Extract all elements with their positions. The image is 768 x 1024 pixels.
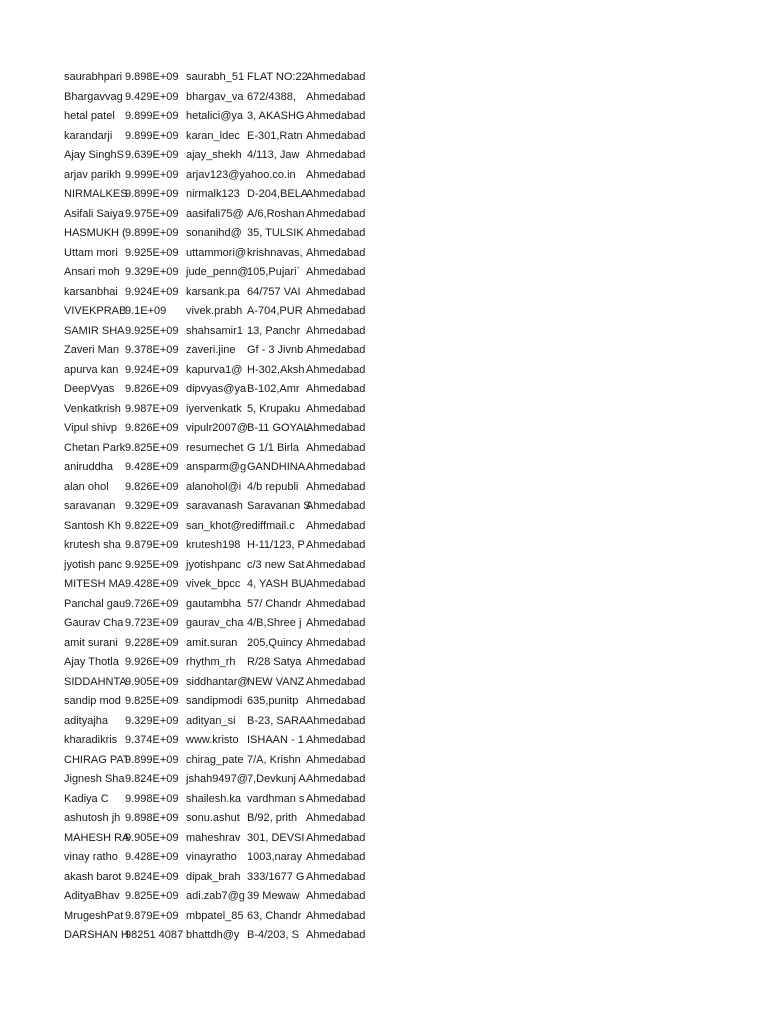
cell-phone: 9.825E+09 <box>125 890 179 902</box>
cell-phone: 9.429E+09 <box>125 90 179 103</box>
table-row <box>64 595 374 615</box>
cell-phone: 9.378E+09 <box>125 344 179 356</box>
cell-phone: 9.999E+09 <box>125 168 179 181</box>
table-row <box>64 244 374 264</box>
cell-phone: 9.925E+09 <box>125 558 179 571</box>
cell-phone: 9.825E+09 <box>125 441 179 454</box>
cell-addr: B-23, SARA <box>247 714 307 727</box>
cell-city: Ahmedabad <box>306 246 366 259</box>
cell-phone: 9.428E+09 <box>125 578 179 590</box>
cell-name: Ajay SinghS <box>64 149 124 161</box>
table-row <box>64 146 374 166</box>
cell-phone: 9.329E+09 <box>125 500 179 512</box>
cell-city: Ahmedabad <box>306 383 366 395</box>
cell-phone: 9.824E+09 <box>125 870 179 883</box>
cell-addr: 3, AKASHG <box>247 110 305 122</box>
cell-email: maheshrav <box>186 831 241 844</box>
cell-addr: 105,Pujari` <box>247 266 301 278</box>
spreadsheet-table <box>64 68 374 946</box>
cell-name: krutesh sha <box>64 539 121 551</box>
cell-city: Ahmedabad <box>306 90 366 103</box>
cell-city: Ahmedabad <box>306 441 366 454</box>
cell-addr: ISHAAN - 1 <box>247 734 304 746</box>
cell-city: Ahmedabad <box>306 227 366 239</box>
cell-phone: 98251 4087 <box>125 929 184 941</box>
cell-phone: 9.987E+09 <box>125 402 179 415</box>
cell-city: Ahmedabad <box>306 714 366 727</box>
table-row <box>64 575 374 595</box>
cell-addr: 35, TULSIK <box>247 227 304 239</box>
cell-email: ajay_shekh <box>186 149 242 161</box>
cell-phone: 9.898E+09 <box>125 71 179 83</box>
cell-addr: FLAT NO:22 <box>247 71 308 83</box>
cell-name: saravanan <box>64 500 116 512</box>
cell-name: akash barot <box>64 870 122 883</box>
cell-phone: 9.825E+09 <box>125 695 179 707</box>
cell-addr: GANDHINA <box>247 461 306 473</box>
cell-phone: 9.924E+09 <box>125 285 179 298</box>
cell-name: Bhargavvag <box>64 90 123 103</box>
cell-name: Panchal gau <box>64 597 126 610</box>
cell-city: Ahmedabad <box>306 168 366 181</box>
cell-addr: A/6,Roshan <box>247 207 305 220</box>
table-row <box>64 400 374 420</box>
cell-email: rhythm_rh <box>186 656 236 668</box>
cell-city: Ahmedabad <box>306 617 366 629</box>
cell-email: ansparm@g <box>186 461 247 473</box>
cell-phone: 9.726E+09 <box>125 597 179 610</box>
cell-email: shahsamir1 <box>186 324 243 337</box>
cell-name: karsanbhai <box>64 285 118 298</box>
cell-phone: 9.924E+09 <box>125 363 179 376</box>
cell-addr: 57/ Chandr <box>247 597 302 610</box>
cell-city: Ahmedabad <box>306 695 366 707</box>
cell-city: Ahmedabad <box>306 480 366 493</box>
cell-name: MITESH MA <box>64 578 126 590</box>
table-row <box>64 634 374 654</box>
cell-email: gaurav_cha <box>186 617 244 629</box>
cell-city: Ahmedabad <box>306 909 366 922</box>
table-row <box>64 751 374 771</box>
cell-addr: 1003,naray <box>247 851 303 863</box>
table-row <box>64 790 374 810</box>
cell-city: Ahmedabad <box>306 422 366 434</box>
cell-addr: 7/A, Krishn <box>247 753 301 766</box>
cell-name: Kadiya C <box>64 792 109 805</box>
cell-email: iyervenkatk <box>186 402 242 415</box>
cell-email: zaveri.jine <box>186 344 236 356</box>
table-row <box>64 497 374 517</box>
cell-addr: B-102,Amr <box>247 383 300 395</box>
cell-phone: 9.826E+09 <box>125 383 179 395</box>
cell-email: www.kristo <box>186 734 239 746</box>
cell-city: Ahmedabad <box>306 344 366 356</box>
cell-city: Ahmedabad <box>306 636 366 649</box>
cell-city: Ahmedabad <box>306 812 366 824</box>
table-row <box>64 283 374 303</box>
table-row <box>64 712 374 732</box>
cell-phone: 9.329E+09 <box>125 714 179 727</box>
cell-name: Ansari moh <box>64 266 120 278</box>
cell-email: dipak_brah <box>186 870 241 883</box>
table-row <box>64 868 374 888</box>
cell-city: Ahmedabad <box>306 110 366 122</box>
table-row <box>64 653 374 673</box>
cell-city: Ahmedabad <box>306 890 366 902</box>
cell-city: Ahmedabad <box>306 285 366 298</box>
cell-addr: 333/1677 G <box>247 870 305 883</box>
cell-email: bhattdh@y <box>186 929 240 941</box>
table-row <box>64 302 374 322</box>
table-row <box>64 517 374 537</box>
cell-phone: 9.899E+09 <box>125 129 179 142</box>
cell-name: Santosh Kh <box>64 519 121 532</box>
cell-city: Ahmedabad <box>306 129 366 142</box>
cell-phone: 9.998E+09 <box>125 792 179 805</box>
cell-phone: 9.899E+09 <box>125 753 179 766</box>
cell-city: Ahmedabad <box>306 831 366 844</box>
cell-email: aasifali75@ <box>186 207 244 220</box>
cell-phone: 9.879E+09 <box>125 539 179 551</box>
cell-name: CHIRAG PAT <box>64 753 130 766</box>
cell-email: uttammori@ <box>186 246 247 259</box>
cell-name: VIVEKPRAB <box>64 305 127 317</box>
cell-addr: E-301,Ratn <box>247 129 303 142</box>
table-row <box>64 88 374 108</box>
cell-phone: 9.428E+09 <box>125 851 179 863</box>
cell-email: adi.zab7@g <box>186 890 245 902</box>
cell-email: hetalici@ya <box>186 110 244 122</box>
cell-name: MrugeshPat <box>64 909 124 922</box>
table-row <box>64 458 374 478</box>
cell-name: Gaurav Cha <box>64 617 124 629</box>
cell-email: krutesh198 <box>186 539 241 551</box>
cell-addr: 7,Devkunj A <box>247 773 306 785</box>
cell-phone: 9.879E+09 <box>125 909 179 922</box>
table-row <box>64 536 374 556</box>
cell-phone: 9.329E+09 <box>125 266 179 278</box>
cell-email: karan_ldec <box>186 129 240 142</box>
cell-addr: vardhman s <box>247 792 305 805</box>
cell-email: vivek_bpcc <box>186 578 241 590</box>
table-row <box>64 205 374 225</box>
cell-addr: 635,punitp <box>247 695 299 707</box>
cell-city: Ahmedabad <box>306 675 366 688</box>
cell-addr: 4/b republi <box>247 480 299 493</box>
cell-city: Ahmedabad <box>306 461 366 473</box>
cell-email: san_khot@rediffmail.c <box>186 519 295 532</box>
table-row <box>64 127 374 147</box>
cell-city: Ahmedabad <box>306 519 366 532</box>
cell-addr: 4/113, Jaw <box>247 149 300 161</box>
cell-name: hetal patel <box>64 110 115 122</box>
cell-phone: 9.905E+09 <box>125 831 179 844</box>
cell-name: Asifali Saiya <box>64 207 124 220</box>
cell-phone: 9.925E+09 <box>125 324 179 337</box>
table-row <box>64 829 374 849</box>
cell-city: Ahmedabad <box>306 305 366 317</box>
cell-name: Uttam mori <box>64 246 118 259</box>
table-row <box>64 673 374 693</box>
cell-addr: NEW VANZ <box>247 675 305 688</box>
cell-city: Ahmedabad <box>306 188 366 200</box>
cell-email: gautambha <box>186 597 242 610</box>
cell-email: siddhantar@ <box>186 675 249 688</box>
cell-phone: 9.898E+09 <box>125 812 179 824</box>
cell-addr: 39 Mewaw <box>247 890 300 902</box>
cell-email: jshah9497@ <box>186 773 248 785</box>
cell-city: Ahmedabad <box>306 558 366 571</box>
table-row <box>64 419 374 439</box>
cell-addr: 64/757 VAI <box>247 285 301 298</box>
cell-phone: 9.899E+09 <box>125 227 179 239</box>
cell-name: karandarji <box>64 129 113 142</box>
cell-email: vinayratho <box>186 851 237 863</box>
cell-addr: 4/B,Shree j <box>247 617 302 629</box>
cell-email: jyotishpanc <box>186 558 242 571</box>
cell-name: Jignesh Sha <box>64 773 125 785</box>
cell-addr: H-11/123, P <box>247 539 305 551</box>
cell-phone: 9.899E+09 <box>125 188 179 200</box>
cell-city: Ahmedabad <box>306 207 366 220</box>
cell-name: sandip mod <box>64 695 121 707</box>
cell-phone: 9.905E+09 <box>125 675 179 688</box>
cell-addr: Saravanan S <box>247 500 311 512</box>
cell-phone: 9.639E+09 <box>125 149 179 161</box>
cell-addr: c/3 new Sat <box>247 558 305 571</box>
table-row <box>64 770 374 790</box>
cell-phone: 9.826E+09 <box>125 480 179 493</box>
table-row <box>64 322 374 342</box>
cell-name: AdityaBhav <box>64 890 120 902</box>
cell-phone: 9.1E+09 <box>125 305 167 317</box>
table-row <box>64 107 374 127</box>
cell-name: Vipul shivp <box>64 422 117 434</box>
table-row <box>64 224 374 244</box>
cell-email: vipulr2007@ <box>186 422 248 434</box>
cell-email: bhargav_va <box>186 90 244 103</box>
cell-email: saurabh_51 <box>186 71 245 83</box>
table-row <box>64 439 374 459</box>
cell-phone: 9.228E+09 <box>125 636 179 649</box>
cell-city: Ahmedabad <box>306 324 366 337</box>
cell-email: nirmalk123 <box>186 188 240 200</box>
cell-name: MAHESH RA <box>64 831 130 844</box>
cell-name: amit surani <box>64 636 118 649</box>
cell-addr: B-4/203, S <box>247 929 299 941</box>
cell-city: Ahmedabad <box>306 578 366 590</box>
cell-phone: 9.975E+09 <box>125 207 179 220</box>
cell-name: apurva kan <box>64 363 119 376</box>
cell-city: Ahmedabad <box>306 656 366 668</box>
cell-email: sandipmodi <box>186 695 243 707</box>
cell-name: Chetan Park <box>64 441 126 454</box>
cell-phone: 9.723E+09 <box>125 617 179 629</box>
table-row <box>64 907 374 927</box>
cell-city: Ahmedabad <box>306 734 366 746</box>
cell-city: Ahmedabad <box>306 773 366 785</box>
cell-addr: 672/4388, <box>247 90 296 103</box>
cell-city: Ahmedabad <box>306 753 366 766</box>
cell-email: chirag_pate <box>186 753 244 766</box>
cell-city: Ahmedabad <box>306 539 366 551</box>
table-row <box>64 848 374 868</box>
table-row <box>64 361 374 381</box>
table-row <box>64 380 374 400</box>
cell-city: Ahmedabad <box>306 402 366 415</box>
cell-addr: Gf - 3 Jivnb <box>247 344 304 356</box>
table-row <box>64 809 374 829</box>
cell-email: saravanash <box>186 500 243 512</box>
cell-name: NIRMALKES <box>64 188 128 200</box>
cell-name: aniruddha <box>64 461 113 473</box>
cell-addr: B-11 GOYAL <box>247 422 310 434</box>
cell-name: jyotish panc <box>64 558 123 571</box>
cell-city: Ahmedabad <box>306 500 366 512</box>
cell-addr: 301, DEVSI <box>247 831 305 844</box>
cell-addr: 205,Quincy <box>247 636 303 649</box>
table-row <box>64 478 374 498</box>
cell-city: Ahmedabad <box>306 851 366 863</box>
cell-phone: 9.824E+09 <box>125 773 179 785</box>
table-row <box>64 68 374 88</box>
cell-name: Venkatkrish <box>64 402 121 415</box>
cell-name: SIDDAHNTA <box>64 675 127 688</box>
cell-name: arjav parikh <box>64 168 121 181</box>
cell-name: vinay ratho <box>64 851 118 863</box>
cell-addr: R/28 Satya <box>247 656 302 668</box>
cell-phone: 9.822E+09 <box>125 519 179 532</box>
cell-email: dipvyas@ya <box>186 383 247 395</box>
table-row <box>64 556 374 576</box>
cell-addr: 4, YASH BU <box>247 578 307 590</box>
table-row <box>64 887 374 907</box>
cell-name: HASMUKH ( <box>64 227 126 239</box>
cell-addr: 5, Krupaku <box>247 402 301 415</box>
cell-email: adityan_si <box>186 714 236 727</box>
cell-email: vivek.prabh <box>186 305 243 317</box>
cell-phone: 9.926E+09 <box>125 656 179 668</box>
cell-city: Ahmedabad <box>306 597 366 610</box>
table-row <box>64 692 374 712</box>
cell-phone: 9.826E+09 <box>125 422 179 434</box>
cell-name: DeepVyas <box>64 383 115 395</box>
cell-name: SAMIR SHA <box>64 324 125 337</box>
cell-email: amit.suran <box>186 636 238 649</box>
cell-city: Ahmedabad <box>306 149 366 161</box>
cell-city: Ahmedabad <box>306 792 366 805</box>
cell-name: alan ohol <box>64 480 109 493</box>
cell-city: Ahmedabad <box>306 870 366 883</box>
cell-city: Ahmedabad <box>306 266 366 278</box>
cell-name: kharadikris <box>64 734 118 746</box>
cell-email: resumechet <box>186 441 244 454</box>
cell-city: Ahmedabad <box>306 929 366 941</box>
cell-email: sonanihd@ <box>186 227 242 239</box>
cell-email: mbpatel_85 <box>186 909 244 922</box>
cell-addr: 13, Panchr <box>247 324 301 337</box>
cell-addr: B/92, prith <box>247 812 298 824</box>
cell-city: Ahmedabad <box>306 363 366 376</box>
cell-name: saurabhpari <box>64 71 123 83</box>
table-row <box>64 614 374 634</box>
cell-addr: H-302,Aksh <box>247 363 305 376</box>
cell-email: jude_penn@ <box>186 266 249 278</box>
cell-email: arjav123@yahoo.co.in <box>186 168 296 181</box>
table-row <box>64 731 374 751</box>
cell-email: sonu.ashut <box>186 812 240 824</box>
cell-email: kapurva1@ <box>186 363 243 376</box>
cell-phone: 9.428E+09 <box>125 461 179 473</box>
cell-name: adityajha <box>64 714 109 727</box>
cell-name: Ajay Thotla <box>64 656 119 668</box>
cell-name: ashutosh jh <box>64 812 121 824</box>
cell-phone: 9.374E+09 <box>125 734 179 746</box>
cell-phone: 9.899E+09 <box>125 110 179 122</box>
table-row <box>64 263 374 283</box>
cell-name: Zaveri Man <box>64 344 120 356</box>
cell-addr: G 1/1 Birla <box>247 441 299 454</box>
cell-city: Ahmedabad <box>306 71 366 83</box>
table-row <box>64 166 374 186</box>
table-row <box>64 341 374 361</box>
table-row <box>64 926 374 946</box>
cell-email: alanohol@i <box>186 480 242 493</box>
cell-addr: D-204,BELA <box>247 188 309 200</box>
cell-email: karsank.pa <box>186 285 240 298</box>
cell-name: DARSHAN H <box>64 929 129 941</box>
cell-addr: 63, Chandr <box>247 909 302 922</box>
cell-addr: A-704,PUR <box>247 305 303 317</box>
cell-email: shailesh.ka <box>186 792 242 805</box>
cell-phone: 9.925E+09 <box>125 246 179 259</box>
cell-addr: krishnavas, <box>247 246 303 259</box>
table-row <box>64 185 374 205</box>
